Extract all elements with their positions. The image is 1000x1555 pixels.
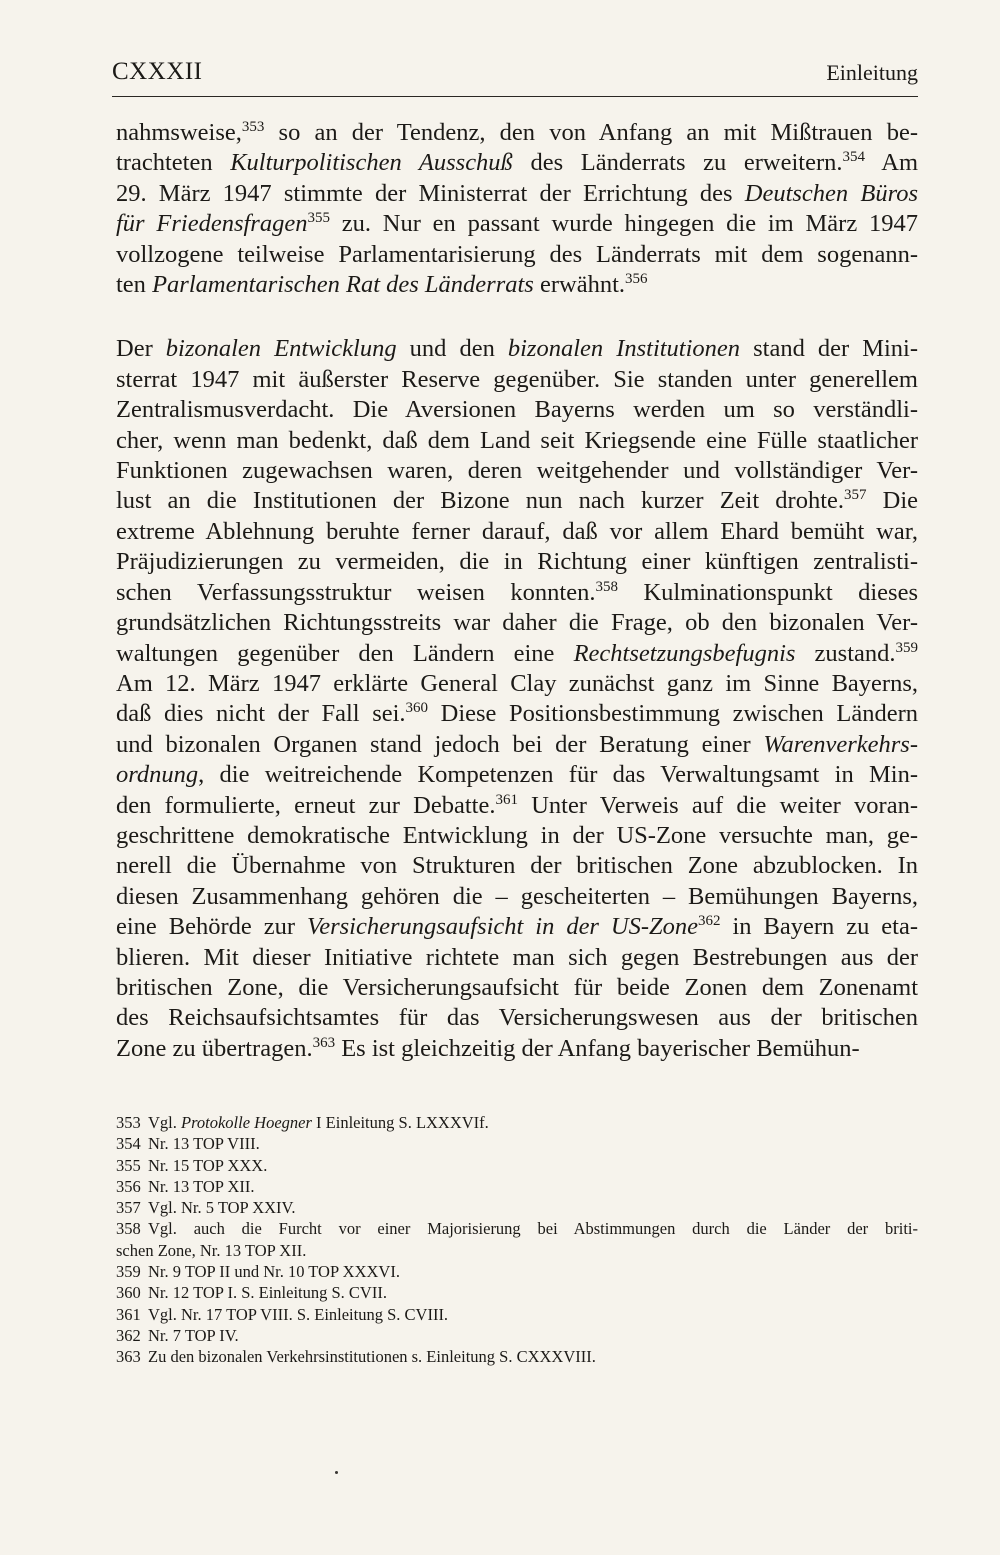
text-run: blieren. Mit dieser Initiative richtete man sich gegen Bestrebungen aus der bbox=[116, 943, 918, 971]
text-run: geschrittene demokratische Entwicklung in der US-Zone versuchte man, ge- bbox=[116, 821, 918, 849]
text-run: so an der Tendenz, den von Anfang an mit Mißtrauen be- bbox=[264, 119, 918, 146]
text-run: vollzogene teilweise Parlamentarisierung des Länderrats mit dem sogenann- bbox=[116, 240, 918, 268]
text-line bbox=[116, 639, 918, 669]
footnote-number: 360 bbox=[116, 1283, 141, 1303]
text-run: Vgl. Nr. 17 TOP VIII. S. Einleitung S. CVIII. bbox=[148, 1304, 449, 1324]
text-line bbox=[116, 148, 918, 178]
footnote-ref: 360 bbox=[405, 700, 429, 717]
text-line bbox=[116, 669, 918, 699]
text-run: Der bbox=[116, 335, 166, 363]
text-run: Nr. 12 TOP I. S. Einleitung S. CVII. bbox=[148, 1283, 387, 1303]
text-run: trachteten bbox=[116, 149, 231, 177]
text-run: des Reichsaufsichtsamtes für das Versicherungswesen aus der britischen bbox=[116, 1004, 918, 1032]
text-run: Am bbox=[864, 149, 919, 177]
text-run: , die weitreichende Kompetenzen für das Verwaltungsamt in Min- bbox=[198, 761, 918, 789]
text-line bbox=[116, 578, 918, 608]
text-run: waltungen gegenüber den Ländern eine bbox=[116, 639, 574, 667]
text-run: ten bbox=[116, 271, 153, 299]
text-line bbox=[116, 395, 918, 425]
text-run: schen Verfassungsstruktur weisen konnten. bbox=[116, 578, 596, 606]
text-line bbox=[116, 973, 918, 1003]
text-run: den formulierte, erneut zur Debatte. bbox=[116, 791, 496, 819]
footnote-number: 353 bbox=[116, 1113, 141, 1132]
footnote-356 bbox=[116, 1176, 918, 1197]
footnote-357 bbox=[116, 1197, 918, 1218]
text-run: Zu den bizonalen Verkehrsinstitutionen s. Einleitung S. CXXXVIII. bbox=[148, 1347, 596, 1367]
text-line bbox=[116, 760, 918, 790]
footnote-ref: 356 bbox=[625, 271, 648, 288]
text-run: und bizonalen Organen stand jedoch bei der Beratung einer bbox=[116, 730, 764, 758]
text-run: Die bbox=[866, 487, 919, 515]
text-run: zustand. bbox=[795, 639, 896, 667]
page-number: CXXXII bbox=[112, 58, 203, 85]
text-line bbox=[116, 334, 918, 364]
footnote-number: 362 bbox=[116, 1325, 141, 1345]
footnote-362 bbox=[116, 1325, 918, 1346]
text-line bbox=[116, 851, 918, 881]
footnote-ref: 353 bbox=[241, 119, 265, 135]
text-line bbox=[116, 547, 918, 577]
italic-term: Warenverkehrs- bbox=[763, 730, 918, 758]
text-run: Vgl. auch die Furcht vor einer Majorisierung bei Abstimmungen durch die Länder der briti- bbox=[148, 1219, 918, 1239]
footnote-ref: 363 bbox=[312, 1034, 336, 1051]
text-run: cher, wenn man bedenkt, daß dem Land seit Kriegsende eine Fülle staatlicher bbox=[116, 426, 918, 454]
footnote-ref: 358 bbox=[595, 578, 618, 595]
text-run: sterrat 1947 mit äußerster Reserve gegenüber. Sie standen unter generellem bbox=[116, 365, 918, 393]
footnote-359 bbox=[116, 1261, 918, 1282]
text-run: Es ist gleichzeitig der Anfang bayerischer Bemühun- bbox=[335, 1034, 860, 1062]
footnote-363 bbox=[116, 1346, 918, 1367]
footnote-ref: 362 bbox=[698, 913, 721, 930]
text-run: Funktionen zugewachsen waren, deren weitgehender und vollständiger Ver- bbox=[116, 457, 918, 485]
text-line bbox=[116, 365, 918, 395]
italic-term: Rechtsetzungsbefugnis bbox=[573, 639, 796, 667]
text-run: lust an die Institutionen der Bizone nun nach kurzer Zeit drohte. bbox=[116, 487, 844, 515]
text-run: Nr. 15 TOP XXX. bbox=[148, 1155, 268, 1175]
italic-term: ordnung bbox=[116, 761, 199, 789]
footnote-number: 355 bbox=[116, 1155, 141, 1175]
text-run: Nr. 7 TOP IV. bbox=[148, 1325, 239, 1345]
text-run: Zone zu übertragen. bbox=[116, 1034, 313, 1062]
footnote-number: 356 bbox=[116, 1176, 141, 1196]
text-run: Unter Verweis auf die weiter voran- bbox=[517, 791, 918, 819]
text-run: 29. März 1947 stimmte der Ministerrat der Errichtung des bbox=[116, 179, 745, 207]
text-line bbox=[116, 517, 918, 547]
text-run: nahmsweise, bbox=[116, 119, 242, 146]
footnote-number: 361 bbox=[116, 1304, 141, 1324]
text-line bbox=[116, 699, 918, 729]
text-run: Vgl. bbox=[148, 1113, 181, 1132]
footnote-355 bbox=[116, 1155, 918, 1176]
italic-term: bizonalen Entwicklung bbox=[165, 335, 397, 363]
footnote-number: 354 bbox=[116, 1134, 141, 1154]
footnote-number: 358 bbox=[116, 1219, 141, 1239]
text-run: Diese Positionsbestimmung zwischen Ländern bbox=[428, 700, 918, 728]
italic-term: für Friedensfragen bbox=[116, 210, 308, 238]
italic-term: Protokolle Hoegner bbox=[181, 1113, 312, 1132]
text-run: zu. Nur en passant wurde hingegen die im März 1947 bbox=[329, 210, 918, 238]
text-run: Nr. 13 TOP VIII. bbox=[148, 1134, 260, 1154]
text-line bbox=[116, 1034, 918, 1064]
text-run: grundsätzlichen Richtungsstreits war daher die Frage, ob den bizonalen Ver- bbox=[116, 609, 918, 637]
text-line bbox=[116, 209, 918, 239]
text-line bbox=[116, 426, 918, 456]
footnote-353 bbox=[116, 1112, 918, 1133]
text-run: daß dies nicht der Fall sei. bbox=[116, 700, 406, 728]
text-run: des Länderrats zu erweitern. bbox=[512, 149, 843, 177]
text-run: in Bayern zu eta- bbox=[720, 913, 918, 941]
footnote-ref: 354 bbox=[842, 149, 865, 166]
footnotes bbox=[116, 1112, 918, 1368]
italic-term: Parlamentarischen Rat des Länderrats bbox=[152, 271, 534, 299]
text-line bbox=[116, 118, 918, 148]
text-line bbox=[116, 270, 918, 300]
text-run: und den bbox=[396, 335, 508, 363]
text-line bbox=[116, 791, 918, 821]
footnote-number: 357 bbox=[116, 1198, 141, 1218]
footnote-358 bbox=[116, 1218, 918, 1239]
text-line bbox=[116, 608, 918, 638]
text-run: Vgl. Nr. 5 TOP XXIV. bbox=[148, 1198, 296, 1218]
footnote-number: 363 bbox=[116, 1347, 141, 1367]
text-line bbox=[116, 456, 918, 486]
text-run: Präjudizierungen zu vermeiden, die in Richtung einer künftigen zentralisti- bbox=[116, 548, 918, 576]
text-line bbox=[116, 821, 918, 851]
text-line bbox=[116, 240, 918, 270]
body-text bbox=[116, 118, 918, 1064]
text-run: Zentralismusverdacht. Die Aversionen Bayerns werden um so verständli- bbox=[116, 396, 918, 424]
italic-term: Versicherungsaufsicht in der US-Zone bbox=[306, 913, 699, 941]
text-line bbox=[116, 179, 918, 209]
text-line bbox=[116, 486, 918, 516]
italic-term: Deutschen Büros bbox=[744, 179, 918, 207]
text-run: diesen Zusammenhang gehören die – gescheiterten – Bemühungen Bayerns, bbox=[116, 882, 918, 910]
italic-term: bizonalen Institutionen bbox=[507, 335, 741, 363]
text-line bbox=[116, 943, 918, 973]
text-run: erwähnt. bbox=[533, 271, 626, 299]
paragraph-1 bbox=[116, 118, 918, 300]
text-run: Am 12. März 1947 erklärte General Clay zunächst ganz im Sinne Bayerns, bbox=[116, 669, 918, 697]
text-line bbox=[116, 882, 918, 912]
footnote-354 bbox=[116, 1133, 918, 1154]
page-speck bbox=[335, 1471, 338, 1474]
text-run: Kulminationspunkt dieses bbox=[617, 578, 918, 606]
text-run: nerell die Übernahme von Strukturen der britischen Zone abzublocken. In bbox=[116, 852, 918, 880]
footnote-number: 359 bbox=[116, 1262, 141, 1282]
text-line bbox=[116, 912, 918, 942]
footnote-360 bbox=[116, 1282, 918, 1303]
italic-term: Kulturpolitischen Ausschuß bbox=[230, 149, 513, 177]
text-run: britischen Zone, die Versicherungsaufsicht für beide Zonen dem Zonenamt bbox=[116, 973, 918, 1001]
footnote-ref: 361 bbox=[495, 791, 518, 808]
text-run: eine Behörde zur bbox=[116, 913, 307, 941]
running-head bbox=[112, 58, 918, 97]
footnote-361 bbox=[116, 1304, 918, 1325]
text-run: extreme Ablehnung beruhte ferner darauf, daß vor allem Ehard bemüht war, bbox=[116, 517, 918, 545]
text-run: stand der Mini- bbox=[740, 335, 919, 363]
footnote-continuation: schen Zone, Nr. 13 TOP XII. bbox=[116, 1240, 307, 1260]
text-run: Nr. 9 TOP II und Nr. 10 TOP XXXVI. bbox=[148, 1262, 400, 1282]
text-run: Nr. 13 TOP XII. bbox=[148, 1176, 255, 1196]
footnote-ref: 355 bbox=[307, 210, 330, 227]
paragraph-2 bbox=[116, 334, 918, 1064]
text-line bbox=[116, 730, 918, 760]
text-line bbox=[116, 1003, 918, 1033]
chapter-title: Einleitung bbox=[826, 60, 918, 85]
footnote-ref: 359 bbox=[895, 639, 919, 656]
footnote-ref: 357 bbox=[844, 487, 867, 504]
text-run: I Einleitung S. LXXXVIf. bbox=[311, 1113, 489, 1132]
